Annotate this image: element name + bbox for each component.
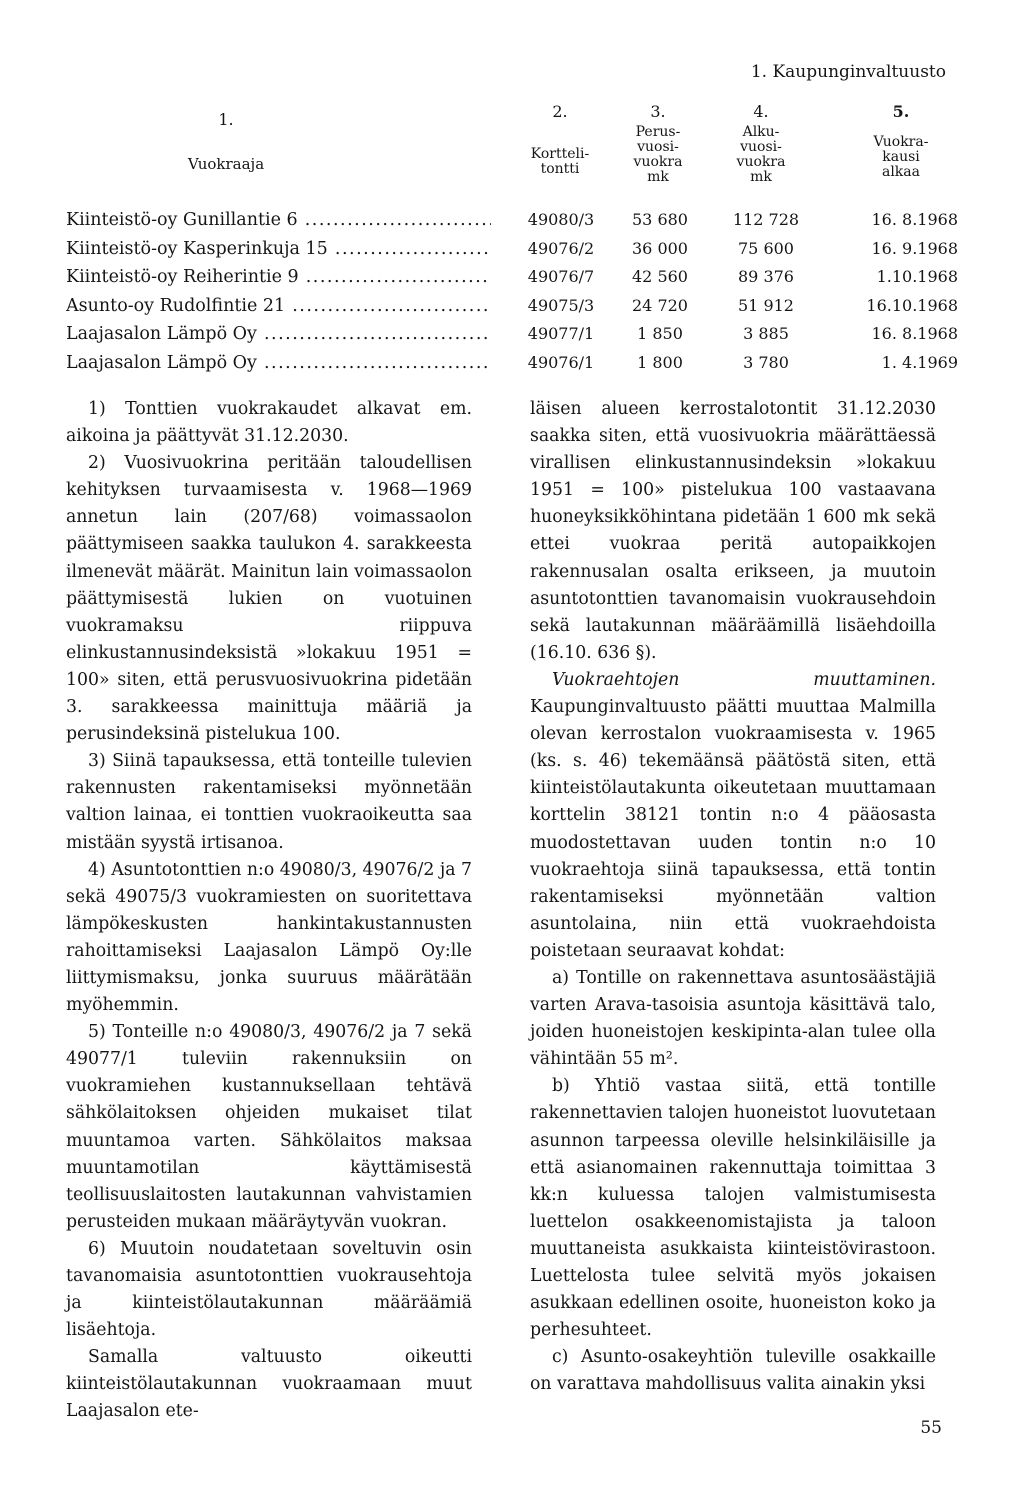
- header-plot: [526, 102, 594, 177]
- initial-rent-cell: 3 780: [743, 352, 789, 372]
- list-item: c) Asunto-osakeyhtiön tuleville osakkaille on varattava mahdollisuus valita ainakin yksi: [530, 1347, 936, 1395]
- header-tenant: [136, 110, 316, 172]
- continuation-paragraph: läisen alueen kerrostalotontit 31.12.2030 saakka siten, että vuosivuokria määrättäessä virallisen elinkustannusindeksin »lokakuu 1951 = 100» pistelukua 100 vastaavana huoneyksikköhintana pidetään 1 600 mk sekä ettei vuokraa peritä autopaikkojen rakennusalan osalta erikseen, ja muutoin asuntotonttien tavanomaisin vuokrausehdoin sekä lautakunnan määräämillä lisäehdoilla (16.10. 636 §).: [530, 399, 936, 663]
- paragraph: 5) Tonteille n:o 49080/3, 49076/2 ja 7 sekä 49077/1 tuleviin rakennuksiin on vuokramiehen kustannuksellaan tehtävä sähkölaitoksen ohjeiden mukaiset tilat muuntamoa varten. Sähkölaitos maksaa muuntamotilan käyttämisestä teollisuuslaitosten lautakunnan vahvistamien perusteiden mukaan määräytyvän vuokran.: [66, 1022, 472, 1232]
- tenant-cell: Kiinteistö-oy Reiherintie 9 .....: [66, 267, 491, 287]
- initial-rent-cell: 89 376: [738, 267, 794, 287]
- tenant-cell: Kiinteistö-oy Kasperinkuja 15 .....: [66, 239, 491, 259]
- lease-start-cell: 1.10.1968: [876, 267, 958, 287]
- table-header: [66, 100, 958, 210]
- page-number: 55: [920, 1418, 942, 1438]
- base-rent-cell: 53 680: [632, 210, 688, 229]
- table-row: [66, 296, 958, 325]
- tenant-cell: Kiinteistö-oy Gunillantie 6 .....: [66, 210, 491, 230]
- running-head: 1. Kaupunginvaltuusto: [750, 62, 946, 82]
- base-rent-cell: 24 720: [632, 295, 688, 315]
- lease-start-cell: 16. 9.1968: [871, 238, 958, 258]
- list-item: a) Tontille on rakennettava asuntosäästäjiä varten Arava-tasoisia asuntoja käsittävä talo, joiden huoneistojen keskipinta-alan tulee olla vähintään 55 m².: [530, 967, 936, 1070]
- lease-start-cell: 16. 8.1968: [871, 210, 958, 229]
- plot-cell: 49076/7: [527, 267, 595, 287]
- lease-start-cell: 16. 8.1968: [871, 324, 958, 344]
- section-body: Kaupunginvaltuusto päätti muuttaa Malmilla olevan kerrostalon vuokraamisesta v. 1965 (ks. s. 46) tekemäänsä päätöstä siten, että kiinteistölautakunta oikeutetaan muuttamaan korttelin 38121 tontin n:o 4 pääosasta muodostettavan uuden tontin n:o 10 vuokraehtoja siinä tapauksessa, että tontin rakentamiseksi myönnetään valtion asuntolaina, niin että vuokraehdoista poistetaan seuraavat kohdat:: [530, 697, 936, 961]
- initial-rent-cell: 3 885: [743, 324, 789, 344]
- initial-rent-cell: 75 600: [738, 238, 794, 258]
- header-number: 3.: [650, 102, 666, 121]
- lease-start-cell: 1. 4.1969: [881, 352, 958, 372]
- initial-rent-cell: 51 912: [738, 295, 794, 315]
- plot-cell: 49080/3: [527, 210, 595, 229]
- plot-cell: 49076/2: [527, 238, 595, 258]
- header-initial-rent: [718, 102, 804, 185]
- paragraph: 4) Asuntotonttien n:o 49080/3, 49076/2 ja 7 sekä 49075/3 vuokramiesten on suoritettava lämpökeskusten hankintakustannusten rahoittamiseksi Laajasalon Lämpö Oy:lle liittymismaksu, jonka suuruus määrätään myöhemmin.: [66, 859, 472, 1016]
- paragraph: Samalla valtuusto oikeutti kiinteistölautakunnan vuokraamaan muut Laajasalon ete-: [66, 1347, 472, 1422]
- paragraph: 6) Muutoin noudatetaan soveltuvin osin tavanomaisia asuntotonttien vuokrausehtoja ja kiinteistölautakunnan määräämiä lisäehtoja.: [66, 1238, 472, 1341]
- header-label: Alku- vuosi- vuokra mk: [736, 124, 786, 185]
- base-rent-cell: 1 800: [637, 352, 683, 372]
- header-label: Kortteli- tontti: [530, 146, 590, 177]
- section-paragraph: [530, 667, 936, 965]
- tenant-cell: Laajasalon Lämpö Oy .....: [66, 324, 491, 344]
- header-lease-start: [856, 102, 946, 180]
- tenant-cell: Laajasalon Lämpö Oy .....: [66, 353, 491, 373]
- header-number: 2.: [552, 102, 568, 121]
- header-number: 5.: [892, 102, 910, 121]
- header-label: Perus- vuosi- vuokra mk: [633, 124, 683, 185]
- initial-rent-cell: 112 728: [732, 210, 800, 229]
- header-number: 1.: [218, 110, 234, 129]
- paragraph: 1) Tonttien vuokrakaudet alkavat em. aikoina ja päättyvät 31.12.2030.: [66, 399, 472, 447]
- base-rent-cell: 36 000: [632, 238, 688, 258]
- base-rent-cell: 1 850: [637, 324, 683, 344]
- plot-cell: 49076/1: [527, 352, 595, 372]
- table-row: [66, 324, 958, 353]
- table-row: [66, 353, 958, 382]
- lease-table: [66, 100, 958, 382]
- left-text-column: [66, 396, 472, 1426]
- table-row: [66, 210, 958, 239]
- section-title: Vuokraehtojen muuttaminen.: [552, 669, 936, 690]
- paragraph: 2) Vuosivuokrina peritään taloudellisen kehityksen turvaamisesta v. 1968—1969 annetun lain (207/68) voimassaolon päättymiseen saakka taulukon 4. sarakkeesta ilmenevät määrät. Mainitun lain voimassaolon päättymisestä lukien on vuotuinen vuokramaksu riippuva elinkustannusindeksistä »lokakuu 1951 = 100» siten, että perusvuosivuokrina pidetään 3. sarakkeessa mainittuja määriä ja perusindeksinä pistelukua 100.: [66, 453, 472, 745]
- tenant-cell: Asunto-oy Rudolfintie 21 .....: [66, 296, 491, 316]
- table-row: [66, 267, 958, 296]
- table-row: [66, 239, 958, 268]
- header-label: Vuokraaja: [187, 155, 265, 173]
- header-base-rent: [618, 102, 698, 185]
- plot-cell: 49077/1: [527, 324, 595, 344]
- paragraph: 3) Siinä tapauksessa, että tonteille tulevien rakennusten rakentamiseksi myönnetään valtion lainaa, ei tonttien vuokraoikeutta saa mistään syystä irtisanoa.: [66, 751, 472, 853]
- lease-start-cell: 16.10.1968: [866, 295, 958, 315]
- header-number: 4.: [753, 102, 769, 121]
- base-rent-cell: 42 560: [632, 267, 688, 287]
- right-text-column: [530, 396, 936, 1398]
- table-body: [66, 210, 958, 382]
- plot-cell: 49075/3: [527, 295, 595, 315]
- list-item: b) Yhtiö vastaa siitä, että tontille rakennettavien talojen huoneistot luovutetaan asunnon tarpeessa oleville helsinkiläisille ja että asianomainen rakennuttaja toimittaa 3 kk:n kuluessa talojen valmistumisesta luettelon osakkeenomistajista ja taloon muuttaneista asukkaista kiinteistövirastoon. Luettelosta tulee selvitä myös jokaisen asukkaan edellinen osoite, huoneiston koko ja perhesuhteet.: [530, 1076, 936, 1341]
- header-label: Vuokra- kausi alkaa: [873, 134, 929, 180]
